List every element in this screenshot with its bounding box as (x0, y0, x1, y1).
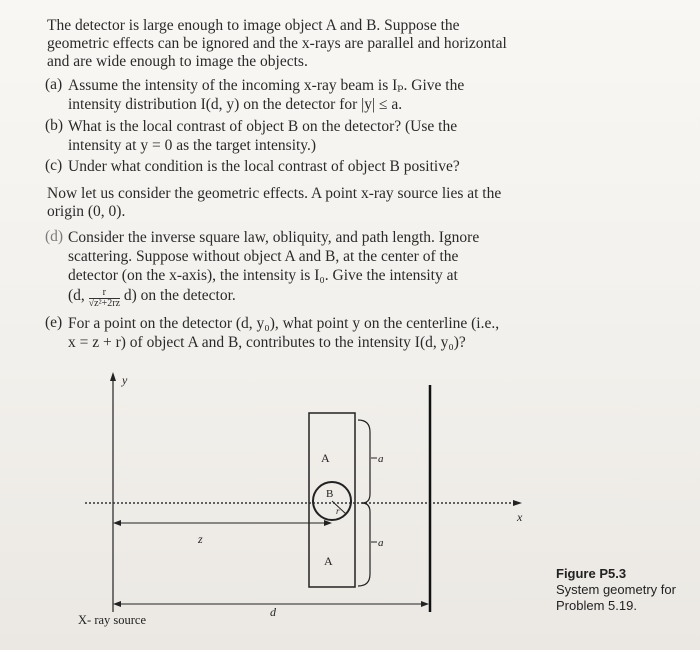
item-d-prefix: (d, (68, 287, 85, 304)
figure-caption-line-2: Problem 5.19. (556, 598, 637, 613)
item-d-label: (d) (45, 228, 64, 245)
object-a-top-label: A (321, 451, 330, 465)
item-e-label: (e) (45, 314, 63, 331)
x-ray-source-label: X- ray source (78, 613, 147, 627)
object-a-bottom-label: A (324, 554, 333, 568)
radius-label: r (336, 506, 340, 516)
dim-a-top-bracket (358, 420, 370, 503)
item-b-line-1: What is the local contrast of object B on the detector? (Use the (68, 118, 458, 135)
item-c-label: (c) (45, 157, 63, 174)
d-label: d (270, 605, 276, 619)
dim-a-top-label: a (378, 453, 384, 465)
item-d-suffix: d) on the detector. (123, 287, 236, 304)
item-a-label: (a) (45, 76, 63, 93)
x-axis-arrow (513, 500, 522, 506)
object-b-label: B (326, 488, 334, 500)
y-axis-arrow (110, 372, 116, 381)
z-label: z (198, 532, 203, 546)
z-arrow-left (113, 520, 121, 526)
geometric-line-1: Now let us consider the geometric effects. A point x-ray source lies at the (47, 185, 502, 202)
dim-a-bottom-bracket (358, 503, 370, 586)
item-b-line-2: intensity at y = 0 as the target intensity.) (68, 137, 317, 154)
item-c-line-1: Under what condition is the local contrast of object B positive? (68, 158, 460, 175)
geometric-line-2: origin (0, 0). (47, 203, 126, 220)
d-arrow-right (421, 601, 429, 607)
item-d-frac-den: √z²+2rz (88, 298, 121, 309)
x-axis-label: x (517, 510, 523, 524)
item-d-line-1: Consider the inverse square law, obliquity, and path length. Ignore (68, 229, 480, 246)
item-a-line-2: intensity distribution I(d, y) on the detector for |y| ≤ a. (68, 96, 403, 113)
figure-caption (556, 566, 676, 614)
intro-line-3: and are wide enough to image the objects. (47, 53, 308, 70)
item-a-line-1: Assume the intensity of the incoming x-ray beam is Iₚ. Give the (68, 77, 465, 94)
item-d-frac-num: r (89, 288, 120, 299)
figure-caption-line-1: System geometry for (556, 582, 676, 597)
intro-line-1: The detector is large enough to image object A and B. Suppose the (47, 17, 460, 34)
d-arrow-left (113, 601, 121, 607)
item-b-label: (b) (45, 117, 64, 134)
intro-line-2: geometric effects can be ignored and the x-rays are parallel and horizontal (47, 35, 507, 52)
item-e-line-1: For a point on the detector (d, y₀), what point y on the centerline (i.e., (68, 315, 500, 332)
dim-a-bottom-label: a (378, 537, 384, 549)
item-d-line-2: scattering. Suppose without object A and B, at the center of the (68, 248, 459, 265)
item-e-line-2: x = z + r) of object A and B, contributes to the intensity I(d, y₀)? (68, 334, 466, 351)
y-axis-label: y (122, 373, 128, 387)
figure-caption-title: Figure P5.3 (556, 566, 627, 581)
item-d-line-3: detector (on the x-axis), the intensity is I₀. Give the intensity at (68, 267, 458, 284)
